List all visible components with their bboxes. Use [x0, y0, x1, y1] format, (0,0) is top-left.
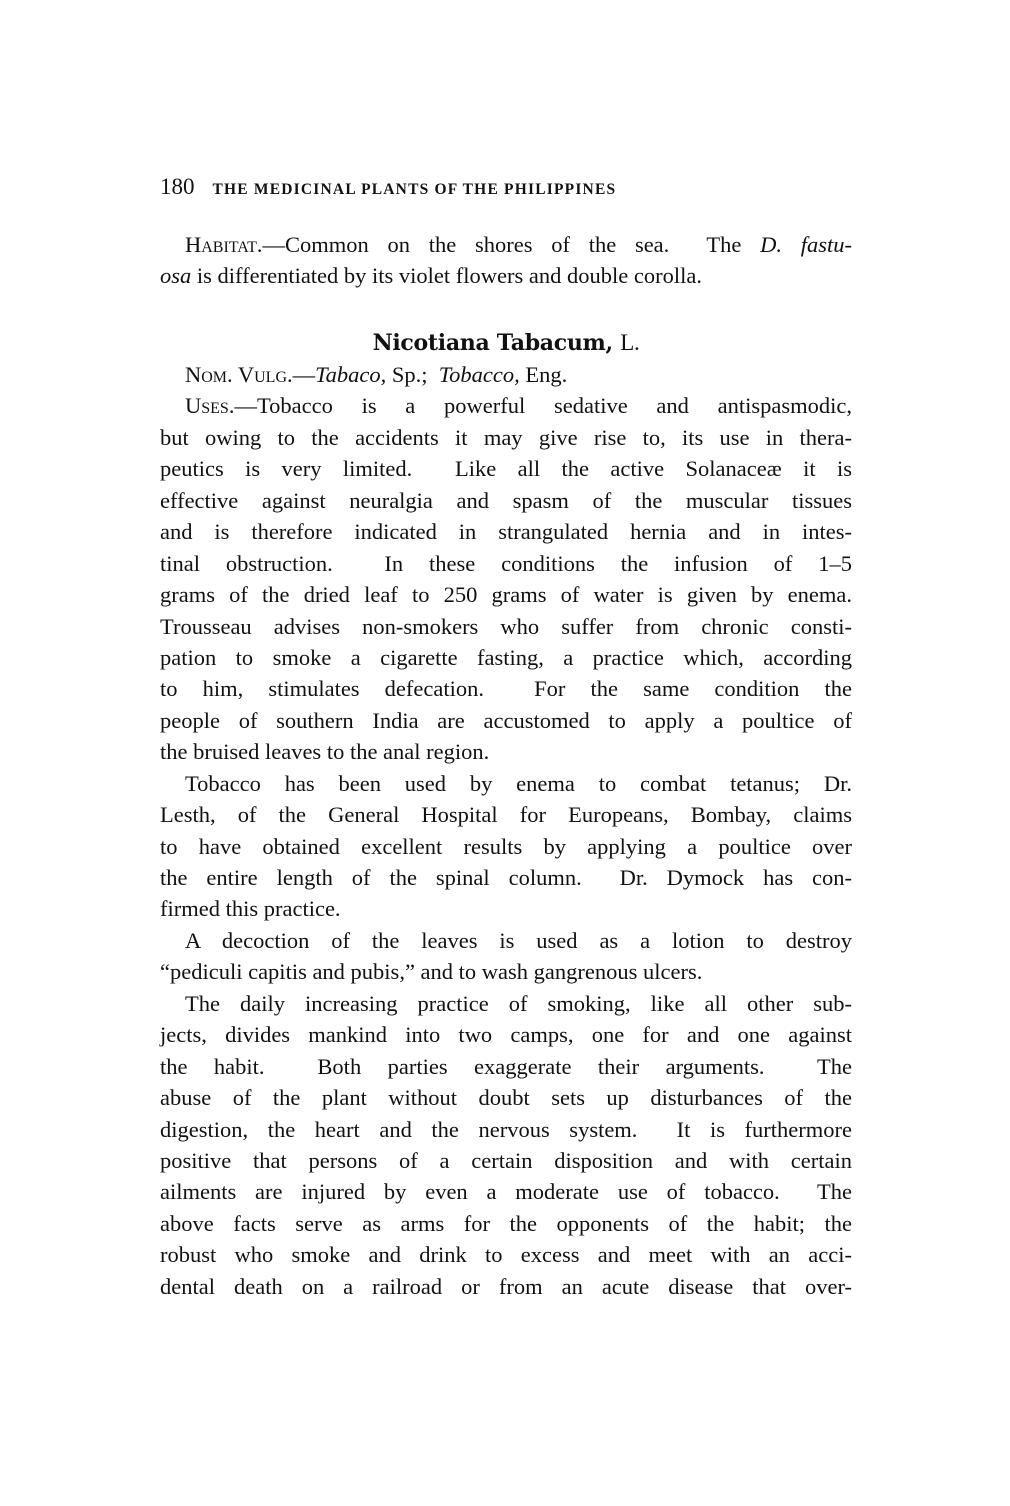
running-header	[160, 174, 860, 202]
italic-text: osa	[160, 263, 192, 289]
text-line	[160, 925, 852, 956]
paragraph	[160, 390, 852, 767]
paragraph	[160, 925, 852, 988]
text-run: Tobacco has been used by enema to combat tetanus; Dr.	[185, 770, 852, 796]
text-run: to him, stimulates defecation. For the same condition the	[160, 676, 852, 702]
text-line	[160, 229, 852, 260]
text-run: robust who smoke and drink to excess and meet with an acci-	[160, 1242, 852, 1268]
italic-text: D. fastu-	[760, 232, 852, 257]
text-line	[160, 611, 852, 642]
small-caps-label: Habitat.	[185, 232, 263, 257]
text-line	[160, 1176, 852, 1207]
text-line	[160, 1114, 852, 1145]
text-line	[160, 1271, 852, 1302]
text-run: Lesth, of the General Hospital for Europeans, Bombay, claims	[160, 802, 852, 828]
text-run: the bruised leaves to the anal region.	[160, 739, 490, 765]
text-line	[160, 453, 852, 484]
text-run: is differentiated by its violet flowers and double corolla.	[191, 263, 702, 289]
text-line	[160, 260, 852, 291]
small-caps-label: Nom. Vulg.	[185, 362, 293, 387]
text-run: Trousseau advises non-smokers who suffer from chronic consti-	[160, 613, 852, 639]
text-line	[160, 1145, 852, 1176]
page-number: 180	[160, 174, 195, 199]
text-line	[160, 516, 852, 547]
text-run: Sp.;	[386, 362, 439, 387]
text-run: positive that persons of a certain disposition and with certain	[160, 1147, 852, 1173]
text-run: the habit. Both parties exaggerate their arguments. The	[160, 1053, 852, 1079]
species-name: Nicotiana Tabacum,	[372, 330, 613, 356]
text-run: —Common on the shores of the sea. The	[262, 232, 761, 257]
body-text	[160, 359, 852, 1302]
text-run: the entire length of the spinal column. Dr. Dymock has con-	[160, 865, 852, 890]
running-title: THE MEDICINAL PLANTS OF THE PHILIPPINES	[212, 181, 617, 198]
text-run: The daily increasing practice of smoking, like all other sub-	[185, 990, 852, 1016]
text-run: —Tobacco is a powerful sedative and antispasmodic,	[234, 393, 852, 419]
text-line	[160, 862, 852, 893]
paragraph	[160, 768, 852, 925]
text-line	[160, 893, 852, 924]
text-run: “pediculi capitis and pubis,” and to wash gangrenous ulcers.	[160, 959, 703, 985]
text-run: digestion, the heart and the nervous system. It is furthermore	[160, 1116, 852, 1142]
small-caps-label: Uses.	[185, 393, 235, 419]
paragraph	[160, 359, 852, 390]
section-title	[160, 330, 852, 356]
text-run: to have obtained excellent results by applying a poultice over	[160, 833, 852, 859]
text-line	[160, 422, 852, 453]
text-run: dental death on a railroad or from an acute disease that over-	[160, 1273, 852, 1299]
text-line	[160, 485, 852, 516]
text-line	[160, 988, 852, 1019]
text-run: above facts serve as arms for the opponents of the habit; the	[160, 1210, 852, 1236]
text-line	[160, 1019, 852, 1050]
text-line	[160, 956, 852, 987]
text-line	[160, 1239, 852, 1270]
text-line	[160, 390, 852, 421]
text-run: abuse of the plant without doubt sets up disturbances of the	[160, 1085, 852, 1111]
text-line	[160, 1051, 852, 1082]
text-line	[160, 548, 852, 579]
species-author: L.	[620, 330, 640, 355]
text-line	[160, 768, 852, 799]
text-line	[160, 831, 852, 862]
text-line	[160, 673, 852, 704]
text-run: tinal obstruction. In these conditions the infusion of 1–5	[160, 550, 852, 576]
text-run: Eng.	[519, 362, 568, 387]
text-run: jects, divides mankind into two camps, one for and one against	[160, 1022, 852, 1048]
text-run: and is therefore indicated in strangulated hernia and in intes-	[160, 519, 852, 545]
text-line	[160, 1208, 852, 1239]
text-line	[160, 736, 852, 767]
italic-text: Tabaco,	[315, 362, 387, 387]
text-line	[160, 705, 852, 736]
text-run: effective against neuralgia and spasm of the muscular tissues	[160, 487, 852, 513]
text-run: —	[292, 362, 316, 387]
text-run: people of southern India are accustomed to apply a poultice of	[160, 707, 852, 733]
text-line	[160, 1082, 852, 1113]
text-line	[160, 359, 852, 390]
text-line	[160, 799, 852, 830]
text-line	[160, 579, 852, 610]
paragraph	[160, 229, 852, 292]
text-run: grams of the dried leaf to 250 grams of water is given by enema.	[160, 582, 852, 608]
habitat-section	[160, 229, 852, 292]
text-run: A decoction of the leaves is used as a lotion to destroy	[185, 927, 852, 953]
text-line	[160, 642, 852, 673]
paragraph	[160, 988, 852, 1302]
text-run: but owing to the accidents it may give rise to, its use in thera-	[160, 424, 852, 450]
text-run: pation to smoke a cigarette fasting, a practice which, according	[160, 644, 852, 670]
italic-text: Tobacco,	[438, 362, 520, 387]
text-run: ailments are injured by even a moderate use of tobacco. The	[160, 1179, 852, 1205]
text-run: firmed this practice.	[160, 896, 341, 922]
text-run: peutics is very limited. Like all the active Solanaceæ it is	[160, 456, 852, 482]
